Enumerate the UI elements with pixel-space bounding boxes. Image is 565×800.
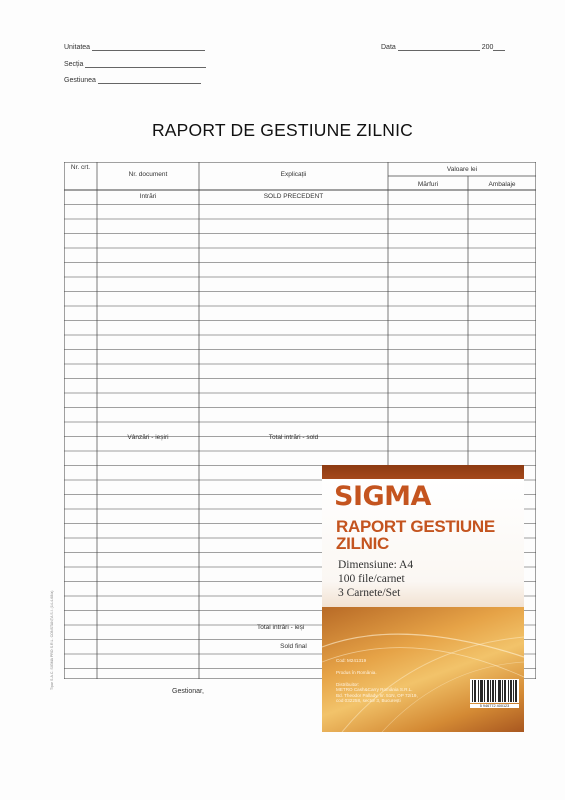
brand-logo: SIGMA xyxy=(334,481,431,512)
unit-field xyxy=(64,44,205,51)
management-field xyxy=(64,77,201,84)
management-label: Gestiunea xyxy=(64,77,96,84)
barcode-bars xyxy=(470,679,519,703)
product-title-line1: RAPORT GESTIUNE xyxy=(336,517,495,536)
distributor-name: METRO Cash&Carry România S.R.L. xyxy=(336,687,413,693)
date-field xyxy=(381,44,505,51)
product-title-line2: ZILNIC xyxy=(336,534,389,553)
barcode-bar xyxy=(513,680,514,702)
col-nr-document: Nr. document xyxy=(128,171,168,178)
section-field xyxy=(64,61,206,68)
barcode-bar xyxy=(490,680,491,702)
barcode xyxy=(470,679,519,703)
row-sold-precedent: SOLD PRECEDENT xyxy=(263,193,324,200)
form-title: RAPORT DE GESTIUNE ZILNIC xyxy=(151,120,414,140)
distributor-address-2: cod 032258, sector 3, București xyxy=(336,698,401,704)
distributor-info xyxy=(336,682,418,704)
year-label: 200 xyxy=(481,44,494,51)
barcode-bar xyxy=(480,680,481,702)
barcode-bar xyxy=(482,680,483,702)
col-marfuri: Mărfuri xyxy=(417,181,439,188)
date-label: Data xyxy=(381,44,396,51)
barcode-bar xyxy=(475,680,476,702)
printer-side-text: Tipar S.A.C. SIGMA PRO S.R.L. CONSTANȚA S.I. (14-4-68/a) xyxy=(50,590,54,690)
barcode-bar xyxy=(510,680,511,702)
spec-sheets: 100 file/carnet xyxy=(338,573,405,585)
unit-line xyxy=(92,50,205,51)
section-label: Secția xyxy=(64,61,84,68)
col-ambalaje: Ambalaje xyxy=(488,181,516,188)
barcode-bar xyxy=(511,680,512,702)
col-explicatii: Explicații xyxy=(280,171,307,178)
barcode-bar xyxy=(484,680,485,702)
barcode-bar xyxy=(492,680,493,702)
barcode-bar xyxy=(516,680,517,702)
row-total-intrari-iesiri: Total intrări - ieși xyxy=(257,624,305,631)
row-vanzari-iesiri: Vânzări - ieșiri xyxy=(127,434,169,441)
section-line xyxy=(85,67,206,68)
barcode-bar xyxy=(504,680,505,702)
date-line xyxy=(398,50,480,51)
product-title xyxy=(336,518,495,552)
barcode-bar xyxy=(495,680,496,702)
spec-dimension: Dimensiune: A4 xyxy=(338,559,414,571)
gestionar-signature: Gestionar, xyxy=(172,688,204,695)
barcode-bar xyxy=(508,680,509,702)
barcode-bar xyxy=(478,680,479,702)
product-code: Cod: M241319 xyxy=(336,658,367,663)
management-line xyxy=(98,83,201,84)
made-in: Produs în România. xyxy=(336,670,377,675)
product-label xyxy=(322,465,524,732)
barcode-bar xyxy=(481,680,482,702)
barcode-bar xyxy=(493,680,494,702)
barcode-bar xyxy=(500,680,501,702)
label-top-band xyxy=(322,465,524,479)
barcode-bar xyxy=(472,680,473,702)
unit-label: Unitatea xyxy=(64,44,91,51)
barcode-bar xyxy=(502,680,503,702)
year-line xyxy=(493,50,505,51)
barcode-bar xyxy=(515,680,516,702)
barcode-bar xyxy=(474,680,475,702)
distributor-label: Distribuitor: xyxy=(336,682,360,687)
barcode-bar xyxy=(488,680,489,702)
row-total-intrari-sold: Total intrări - sold xyxy=(268,434,319,441)
row-intrari: Intrări xyxy=(139,193,157,200)
col-nr-crt: Nr. crt. xyxy=(70,164,91,171)
barcode-bar xyxy=(499,680,500,702)
row-sold-final: Sold final xyxy=(280,643,307,650)
barcode-bar xyxy=(487,680,488,702)
barcode-number: 5 946772 400123 xyxy=(470,704,519,708)
spec-sets: 3 Carnete/Set xyxy=(338,587,401,599)
col-valoare: Valoare lei xyxy=(446,166,478,173)
barcode-bar xyxy=(505,680,506,702)
barcode-bar xyxy=(498,680,499,702)
distributor-address-1: Bd. Theodor Pallady, nr. 51N, OP 72/19, xyxy=(336,692,418,698)
